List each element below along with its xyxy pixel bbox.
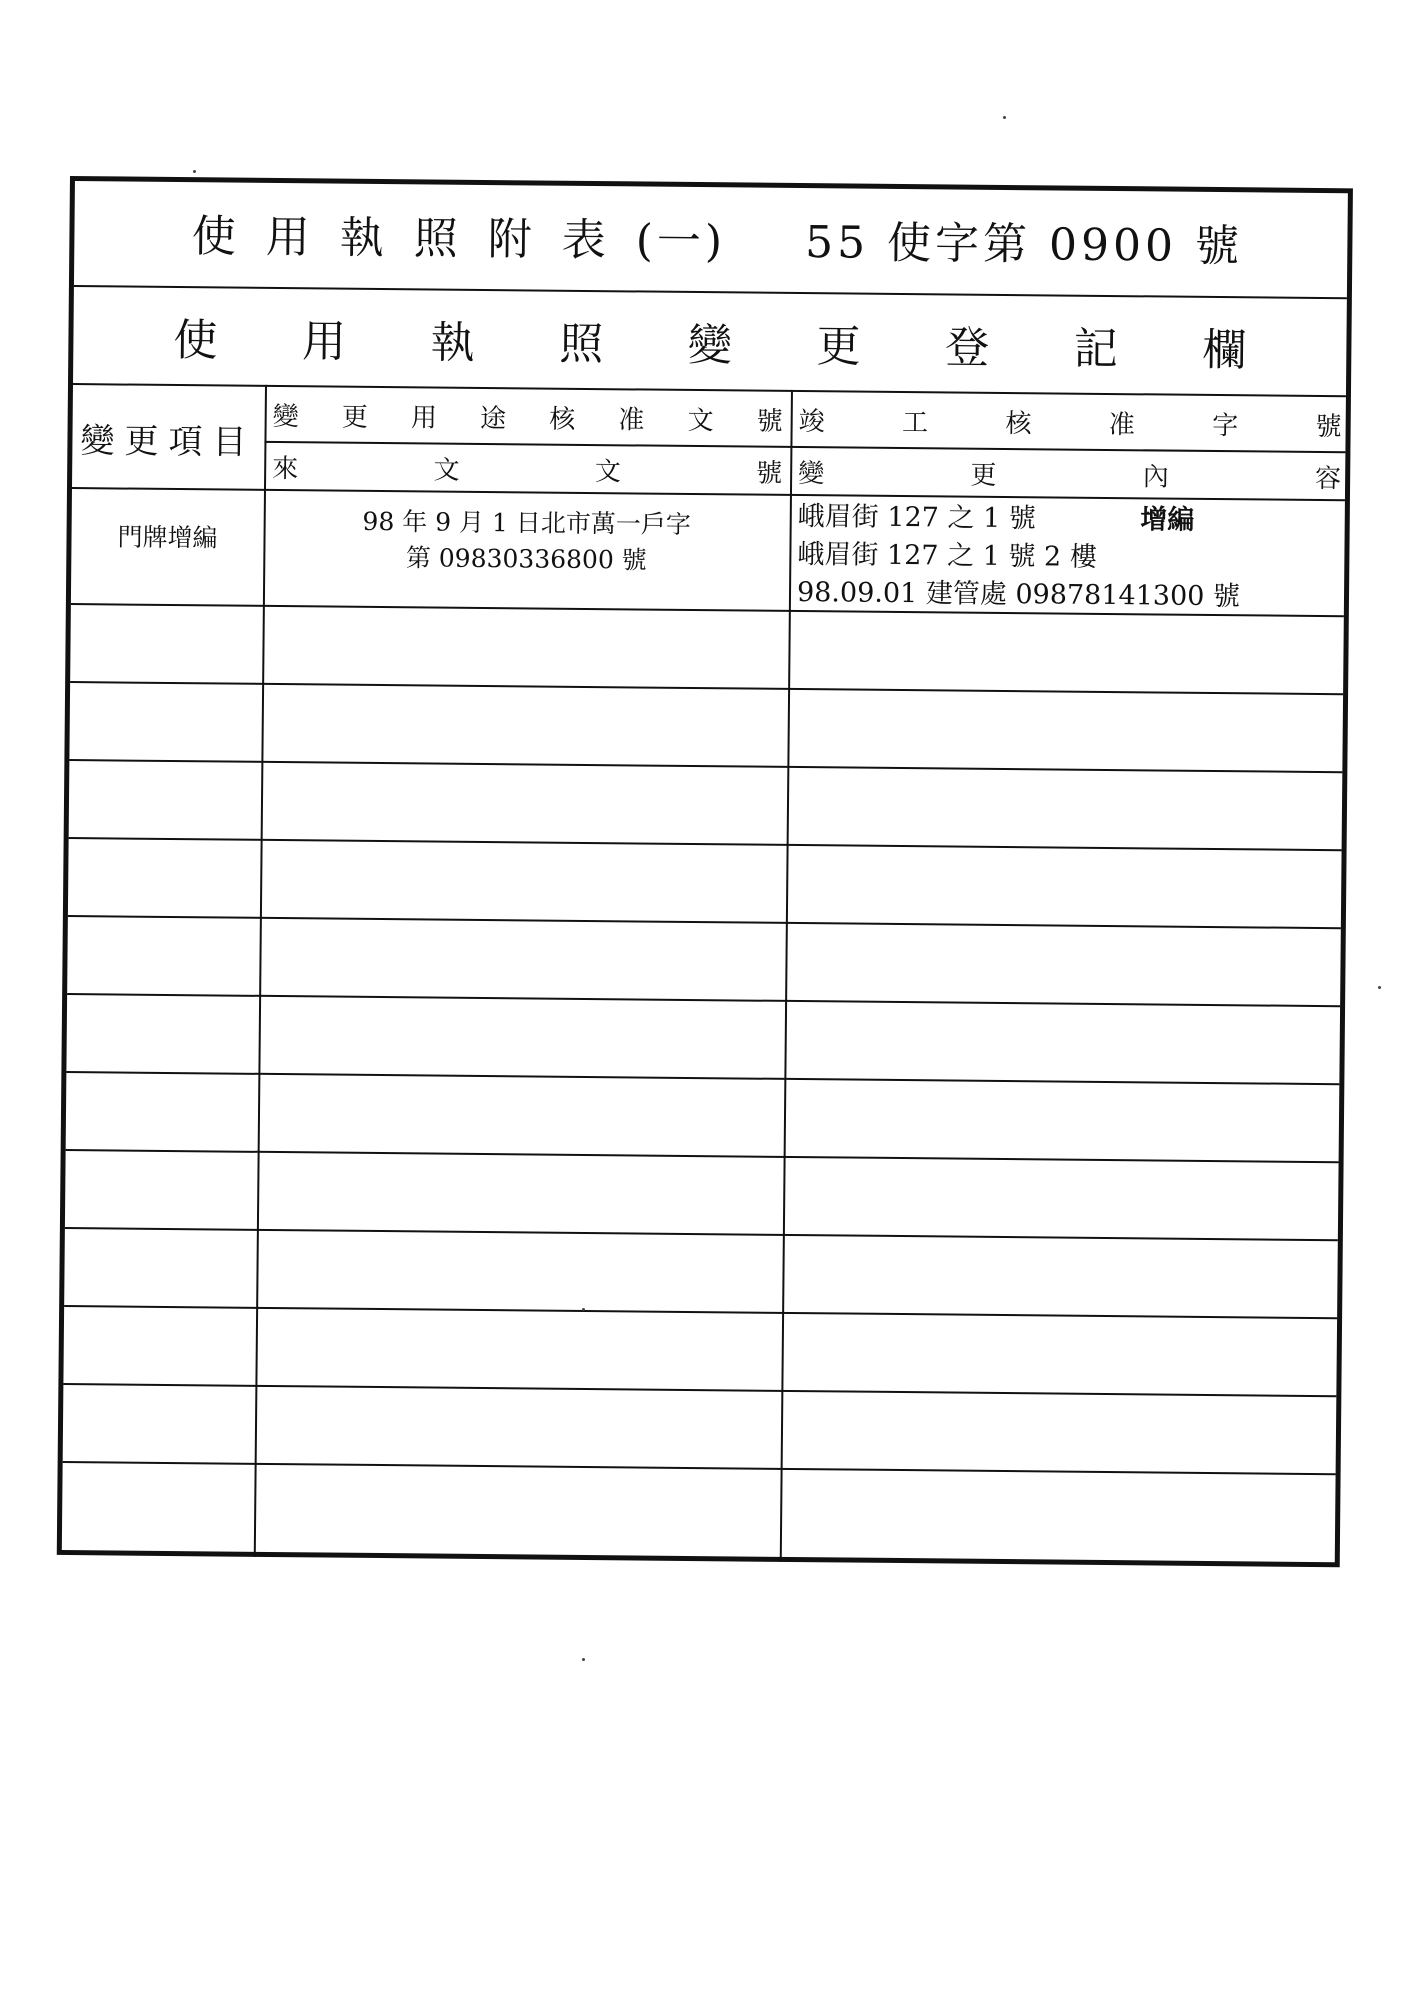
col-header-change-item: 變更項目 — [80, 421, 257, 463]
col-header-completion-approval-no — [798, 394, 1341, 449]
title-char: 執 — [339, 212, 389, 265]
section-heading-char: 使 — [173, 315, 218, 367]
scan-speck — [193, 170, 196, 173]
header-char: 變 — [272, 401, 299, 432]
section-heading — [173, 296, 1247, 386]
form-title-text — [179, 200, 740, 269]
content-line: 峨眉街 127 之 1 號 — [797, 501, 1036, 535]
title-char: 照 — [413, 213, 463, 265]
content-line: 峨眉街 127 之 1 號 2 樓 — [797, 539, 1097, 573]
header-char: 號 — [1315, 411, 1342, 442]
scan-speck — [1378, 986, 1381, 989]
header-char: 准 — [618, 404, 645, 436]
change-item-cell: 門牌增編 — [117, 522, 218, 553]
permit-number: 55 使字第 0900 號 — [804, 217, 1244, 273]
header-char: 文 — [594, 456, 622, 487]
header-char: 工 — [901, 407, 929, 438]
col-header-incoming-doc-no — [272, 445, 782, 492]
header-char: 准 — [1108, 409, 1135, 440]
header-char: 文 — [687, 405, 714, 436]
scan-speck — [582, 1658, 585, 1661]
header-char: 來 — [272, 453, 299, 484]
scan-speck — [582, 1308, 585, 1311]
document-line: 98 年 9 月 1 日北市萬一戶字 — [362, 506, 691, 539]
empty-rows — [75, 181, 1348, 193]
section-heading-char: 更 — [816, 321, 861, 373]
header-char: 用 — [410, 402, 438, 434]
col-header-approval-doc-no — [272, 389, 782, 444]
header-char: 號 — [756, 458, 783, 489]
change-content-cell — [797, 498, 1241, 616]
section-heading-char: 執 — [430, 317, 475, 369]
header-char: 變 — [798, 458, 825, 489]
content-tag: 增編 — [1140, 504, 1195, 536]
header-char: 途 — [479, 403, 507, 434]
usage-permit-appendix-form — [57, 176, 1353, 1567]
document-line: 第 09830336800 號 — [405, 543, 647, 575]
header-char: 文 — [433, 455, 460, 486]
section-heading-char: 變 — [687, 319, 733, 372]
header-char: 更 — [970, 460, 997, 491]
title-char: 表 — [561, 214, 611, 267]
title-char: 用 — [265, 211, 315, 264]
section-heading-char: 用 — [301, 316, 347, 368]
header-char: 核 — [1005, 408, 1032, 439]
header-char: 字 — [1212, 410, 1239, 441]
header-char: 竣 — [798, 406, 825, 437]
header-char: 核 — [549, 404, 576, 435]
header-char: 更 — [341, 402, 368, 433]
header-char: 號 — [756, 406, 783, 437]
col-header-change-content — [798, 450, 1341, 497]
header-char: 容 — [1314, 463, 1342, 494]
document-number-cell — [263, 503, 790, 580]
title-char: (一) — [635, 215, 727, 268]
section-heading-char: 照 — [559, 318, 604, 371]
section-heading-char: 登 — [944, 322, 990, 374]
content-line: 98.09.01 建管處 09878141300 號 — [796, 576, 1241, 613]
header-char: 內 — [1142, 461, 1169, 493]
section-heading-char: 欄 — [1202, 324, 1247, 377]
title-char: 使 — [191, 211, 241, 263]
title-char: 附 — [487, 214, 537, 266]
scan-speck — [1003, 116, 1006, 119]
section-heading-char: 記 — [1073, 323, 1119, 376]
form-title — [74, 199, 1348, 275]
